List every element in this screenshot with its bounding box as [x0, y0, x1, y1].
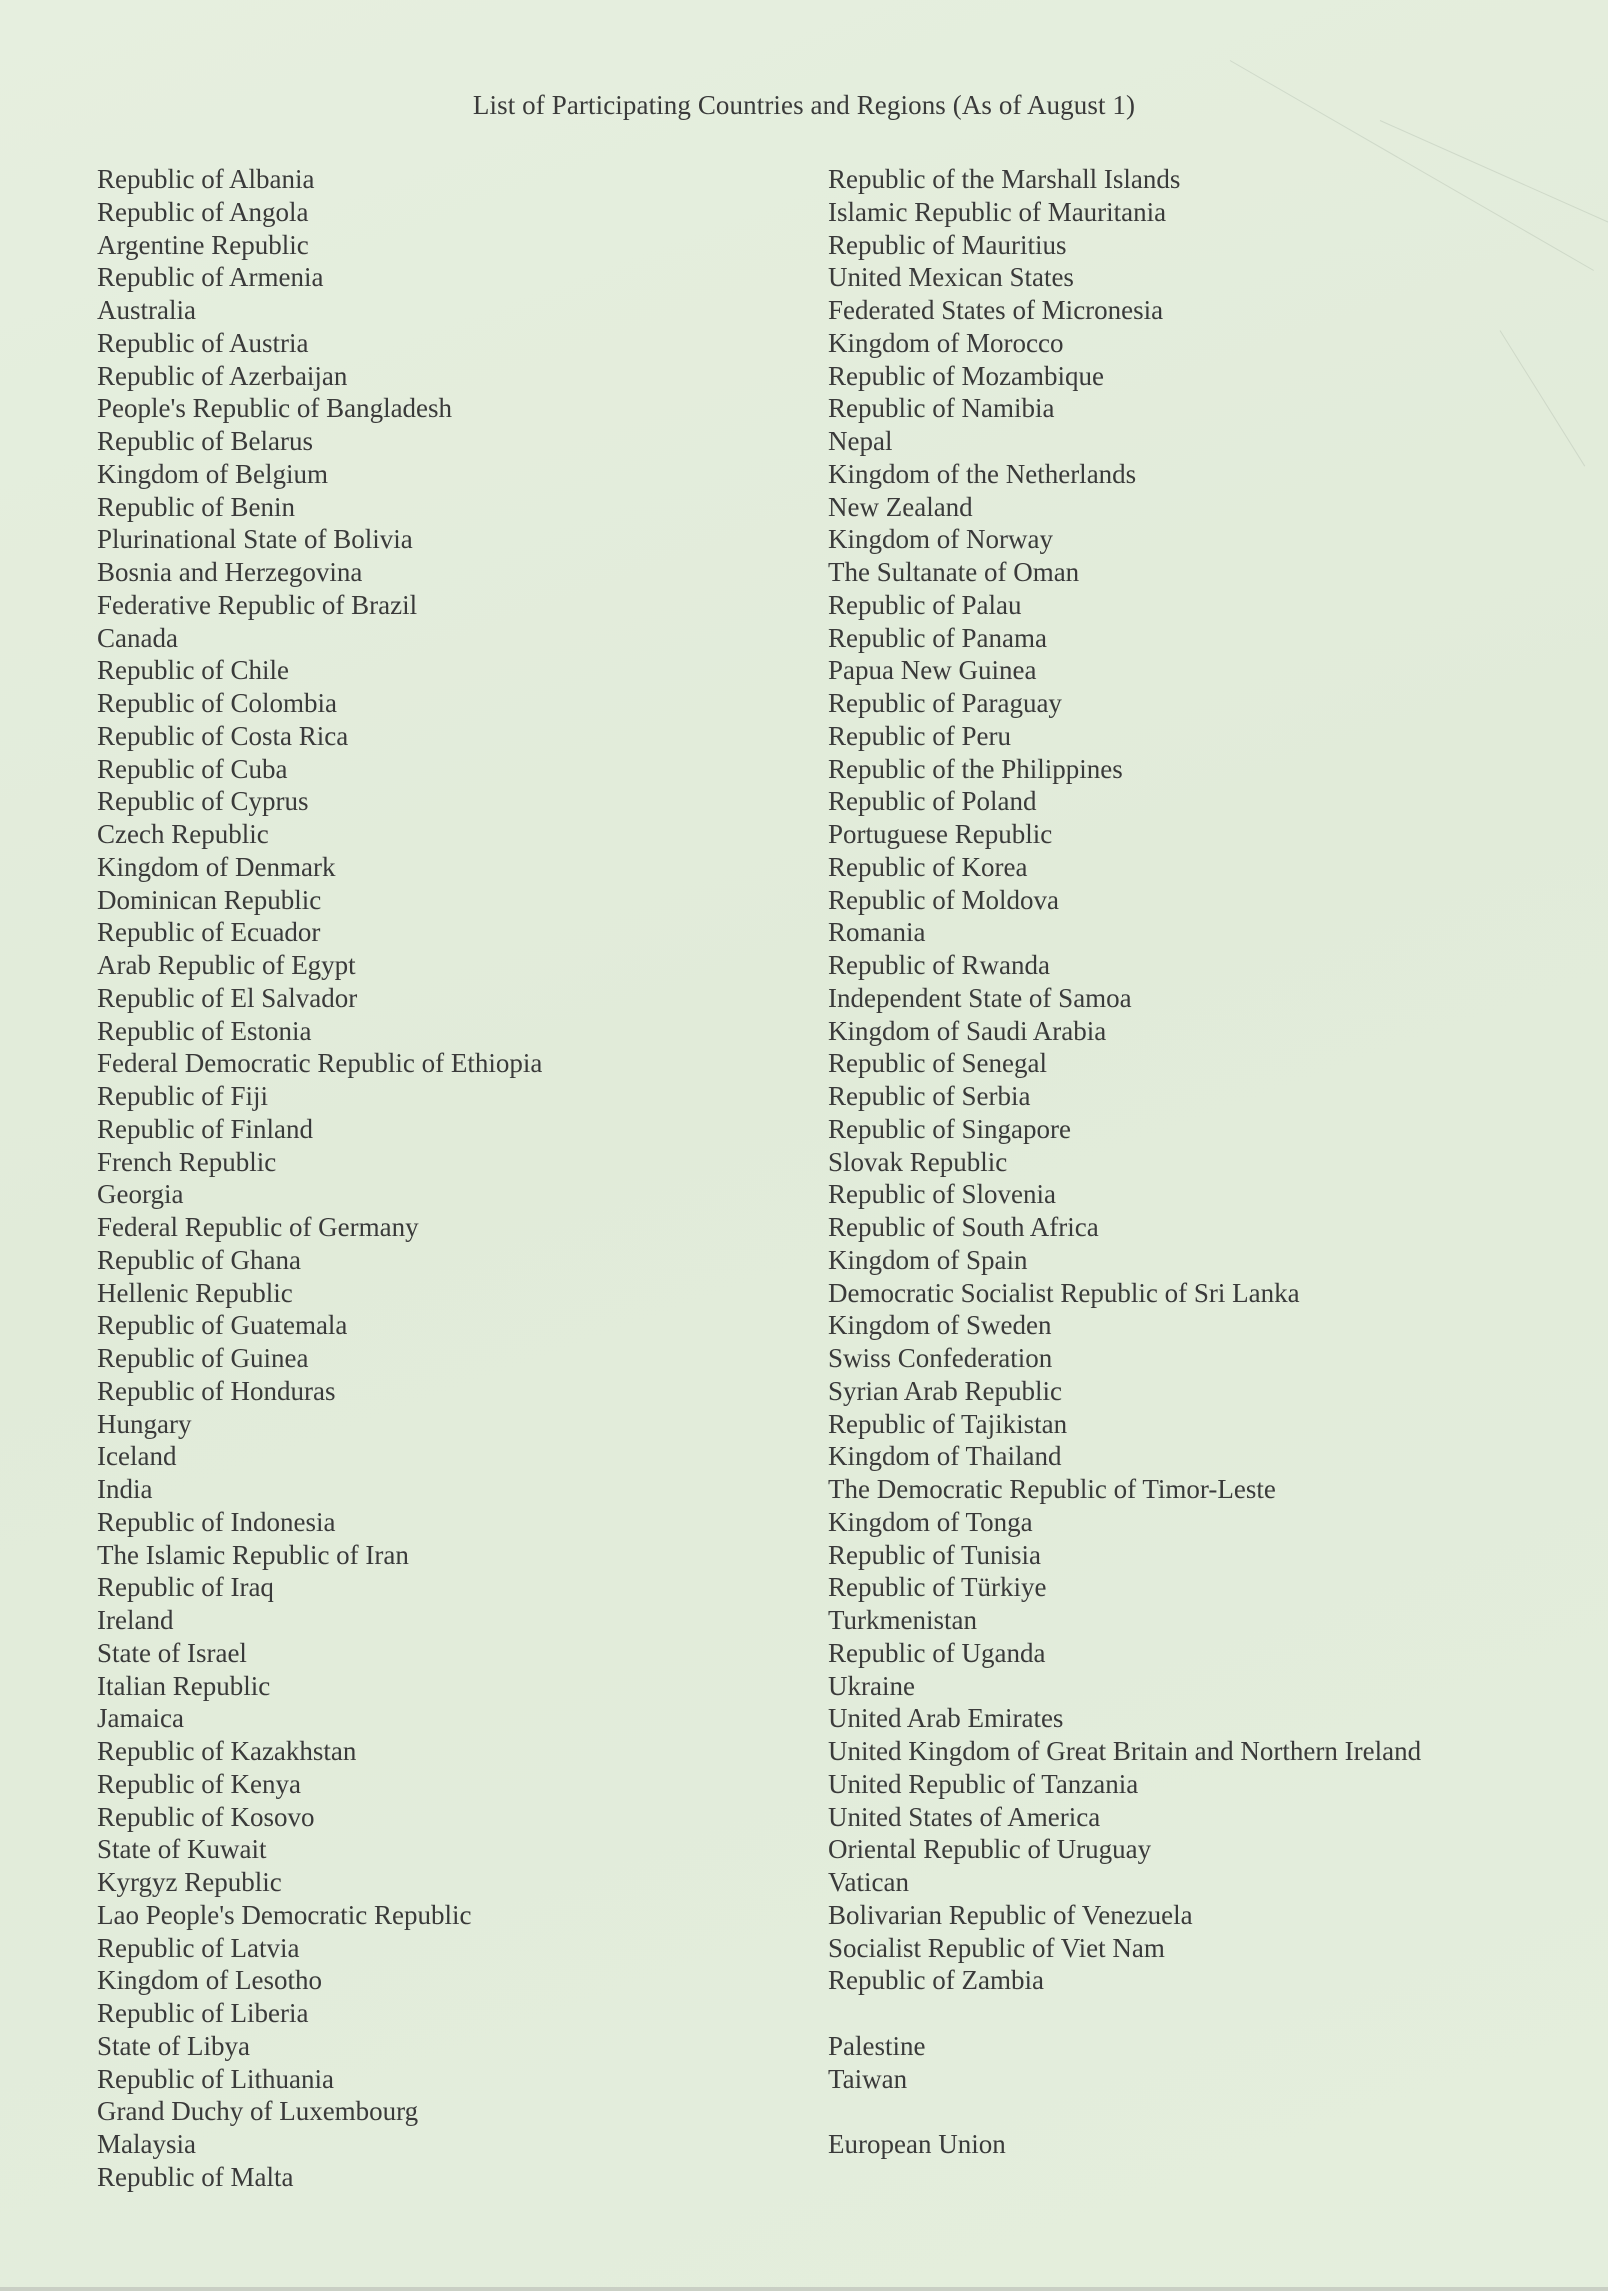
- country-list-item: Republic of South Africa: [828, 1212, 1099, 1242]
- list-spacer: [828, 1997, 1421, 2030]
- country-list-item: Kingdom of Spain: [828, 1244, 1028, 1275]
- country-list-item: Republic of Singapore: [828, 1113, 1071, 1144]
- country-list-item: Portuguese Republic: [828, 819, 1053, 849]
- country-list-item: Swiss Confederation: [828, 1343, 1053, 1373]
- country-list-item: Republic of Belarus: [97, 426, 313, 456]
- country-list-item: Bolivarian Republic of Venezuela: [828, 1899, 1193, 1930]
- country-list-item: Republic of Austria: [97, 327, 309, 358]
- country-list-item: Republic of Benin: [97, 491, 295, 522]
- country-list-item: Republic of Peru: [828, 720, 1011, 751]
- country-list-item: Jamaica: [97, 1703, 184, 1734]
- country-list-item: Federative Republic of Brazil: [97, 589, 418, 620]
- country-list-item: Federal Democratic Republic of Ethiopia: [97, 1048, 543, 1079]
- country-list-item: Independent State of Samoa: [828, 982, 1132, 1013]
- country-list-item: Czech Republic: [97, 819, 269, 849]
- country-list-item: Islamic Republic of Mauritania: [828, 196, 1167, 227]
- country-list-item: Oriental Republic of Uruguay: [828, 1834, 1152, 1865]
- country-list-item: Republic of Türkiye: [828, 1572, 1047, 1603]
- country-list-item: Kingdom of the Netherlands: [828, 458, 1137, 489]
- country-list-item: Republic of Cyprus: [97, 786, 309, 817]
- country-list-item: Republic of Iraq: [97, 1572, 274, 1603]
- country-list-item: Malaysia: [97, 2129, 196, 2159]
- country-list-item: Hellenic Republic: [97, 1277, 293, 1308]
- region-list-item: Palestine: [828, 2030, 926, 2061]
- country-list-item: Republic of Indonesia: [97, 1506, 336, 1537]
- country-list-item: United Republic of Tanzania: [828, 1768, 1139, 1799]
- country-list-item: Kingdom of Saudi Arabia: [828, 1015, 1107, 1046]
- region-list-item: Taiwan: [828, 2063, 908, 2094]
- country-list-item: Republic of Azerbaijan: [97, 360, 348, 391]
- country-list-item: Australia: [97, 295, 196, 325]
- country-list-item: United Arab Emirates: [828, 1703, 1064, 1734]
- country-list-item: Republic of Lithuania: [97, 2063, 334, 2094]
- country-list-item: Socialist Republic of Viet Nam: [828, 1932, 1165, 1963]
- country-list-item: The Democratic Republic of Timor-Leste: [828, 1474, 1276, 1504]
- country-list-item: Republic of Ecuador: [97, 917, 321, 948]
- country-list-item: Republic of the Marshall Islands: [828, 164, 1181, 194]
- country-list-item: Republic of the Philippines: [828, 753, 1123, 784]
- country-list-item: Kingdom of Norway: [828, 524, 1053, 555]
- country-list-item: Republic of Zambia: [828, 1965, 1044, 1996]
- country-list-item: Republic of Serbia: [828, 1081, 1031, 1111]
- country-list-item: Kyrgyz Republic: [97, 1867, 282, 1897]
- country-list-item: Kingdom of Sweden: [828, 1310, 1052, 1341]
- country-list-item: Republic of Guinea: [97, 1343, 309, 1373]
- country-list-item: Republic of Palau: [828, 589, 1022, 620]
- country-list-item: Republic of Namibia: [828, 393, 1055, 424]
- country-list-item: Republic of Honduras: [97, 1375, 336, 1406]
- country-list-item: United States of America: [828, 1801, 1101, 1832]
- country-list-item: Republic of Panama: [828, 622, 1047, 653]
- country-list-item: Republic of Albania: [97, 164, 315, 194]
- country-list-item: French Republic: [97, 1146, 277, 1177]
- country-list-item: Hungary: [97, 1408, 192, 1439]
- country-list-item: Republic of Malta: [97, 2161, 294, 2192]
- country-list-item: Kingdom of Belgium: [97, 458, 328, 489]
- country-list-item: Republic of Fiji: [97, 1081, 268, 1111]
- country-list-item: Kingdom of Lesotho: [97, 1965, 322, 1996]
- country-list-item: Democratic Socialist Republic of Sri Lanka: [828, 1277, 1300, 1308]
- country-list-item: Kingdom of Denmark: [97, 851, 336, 882]
- country-list-item: Republic of Senegal: [828, 1048, 1047, 1079]
- country-list-item: India: [97, 1474, 153, 1504]
- country-list-item: Nepal: [828, 426, 893, 456]
- country-list-item: Republic of Kenya: [97, 1768, 301, 1799]
- country-list-item: Republic of Slovenia: [828, 1179, 1056, 1210]
- country-list-item: State of Kuwait: [97, 1834, 267, 1865]
- country-list-item: Italian Republic: [97, 1670, 271, 1701]
- country-list-item: Republic of Kosovo: [97, 1801, 315, 1832]
- country-list-item: Republic of Mauritius: [828, 229, 1067, 260]
- country-list-item: State of Israel: [97, 1637, 247, 1668]
- country-list-item: Republic of Moldova: [828, 884, 1059, 915]
- organization-list-item: European Union: [828, 2129, 1006, 2159]
- country-list-item: Republic of Poland: [828, 786, 1037, 817]
- country-list-item: Republic of Costa Rica: [97, 720, 349, 751]
- country-list-item: Turkmenistan: [828, 1605, 978, 1635]
- country-list-item: Republic of Estonia: [97, 1015, 312, 1046]
- country-list-item: Republic of Colombia: [97, 688, 337, 718]
- country-list-item: The Sultanate of Oman: [828, 557, 1080, 587]
- country-list-item: Syrian Arab Republic: [828, 1375, 1062, 1406]
- country-list-item: Arab Republic of Egypt: [97, 950, 356, 980]
- country-list-item: Argentine Republic: [97, 229, 309, 260]
- country-list-item: Canada: [97, 622, 178, 653]
- country-list-item: Republic of Paraguay: [828, 688, 1062, 718]
- country-list-item: Republic of Armenia: [97, 262, 324, 293]
- country-list-item: The Islamic Republic of Iran: [97, 1539, 409, 1570]
- country-list-item: Republic of Chile: [97, 655, 289, 686]
- country-list-item: United Kingdom of Great Britain and Northern Ireland: [828, 1736, 1422, 1766]
- paper-crease: [1500, 330, 1586, 466]
- country-list-item: Republic of Uganda: [828, 1637, 1046, 1668]
- country-list-item: Grand Duchy of Luxembourg: [97, 2096, 419, 2127]
- country-list-item: Iceland: [97, 1441, 177, 1472]
- country-list-item: New Zealand: [828, 491, 973, 522]
- paper-bottom-edge: [0, 2287, 1608, 2291]
- document-title: List of Participating Countries and Regions (As of August 1): [472, 90, 1136, 120]
- country-list-item: United Mexican States: [828, 262, 1074, 293]
- country-list-item: Republic of Cuba: [97, 753, 288, 784]
- country-list-item: Federated States of Micronesia: [828, 295, 1164, 325]
- country-list-item: Federal Republic of Germany: [97, 1212, 419, 1242]
- country-list-item: Republic of Guatemala: [97, 1310, 348, 1341]
- country-list-item: Bosnia and Herzegovina: [97, 557, 363, 587]
- country-list-item: Republic of Kazakhstan: [97, 1736, 357, 1766]
- countries-right-column: [828, 163, 1421, 2161]
- country-list-item: Republic of Finland: [97, 1113, 313, 1144]
- country-list-item: Kingdom of Morocco: [828, 327, 1064, 358]
- country-list-item: State of Libya: [97, 2030, 250, 2061]
- country-list-item: Republic of Rwanda: [828, 950, 1050, 980]
- country-list-item: Romania: [828, 917, 926, 948]
- country-list-item: Papua New Guinea: [828, 655, 1037, 686]
- country-list-item: Lao People's Democratic Republic: [97, 1899, 472, 1930]
- country-list-item: Georgia: [97, 1179, 184, 1210]
- country-list-item: Ukraine: [828, 1670, 915, 1701]
- country-list-item: Republic of Tajikistan: [828, 1408, 1068, 1439]
- country-list-item: Plurinational State of Bolivia: [97, 524, 413, 555]
- country-list-item: Republic of Angola: [97, 196, 309, 227]
- country-list-item: People's Republic of Bangladesh: [97, 393, 453, 424]
- country-list-item: Kingdom of Tonga: [828, 1506, 1033, 1537]
- country-list-item: Vatican: [828, 1867, 909, 1897]
- country-list-item: Republic of Tunisia: [828, 1539, 1042, 1570]
- country-list-item: Republic of Liberia: [97, 1998, 309, 2028]
- country-list-item: Republic of Ghana: [97, 1244, 301, 1275]
- country-list-item: Kingdom of Thailand: [828, 1441, 1062, 1472]
- country-list-item: Republic of Mozambique: [828, 360, 1104, 391]
- country-list-item: Ireland: [97, 1605, 174, 1635]
- countries-left-column: [97, 163, 542, 2194]
- list-spacer: [828, 2095, 1421, 2128]
- country-list-item: Republic of Korea: [828, 851, 1028, 882]
- country-list-item: Republic of Latvia: [97, 1932, 300, 1963]
- country-list-item: Republic of El Salvador: [97, 982, 358, 1013]
- country-list-item: Dominican Republic: [97, 884, 322, 915]
- country-list-item: Slovak Republic: [828, 1146, 1008, 1177]
